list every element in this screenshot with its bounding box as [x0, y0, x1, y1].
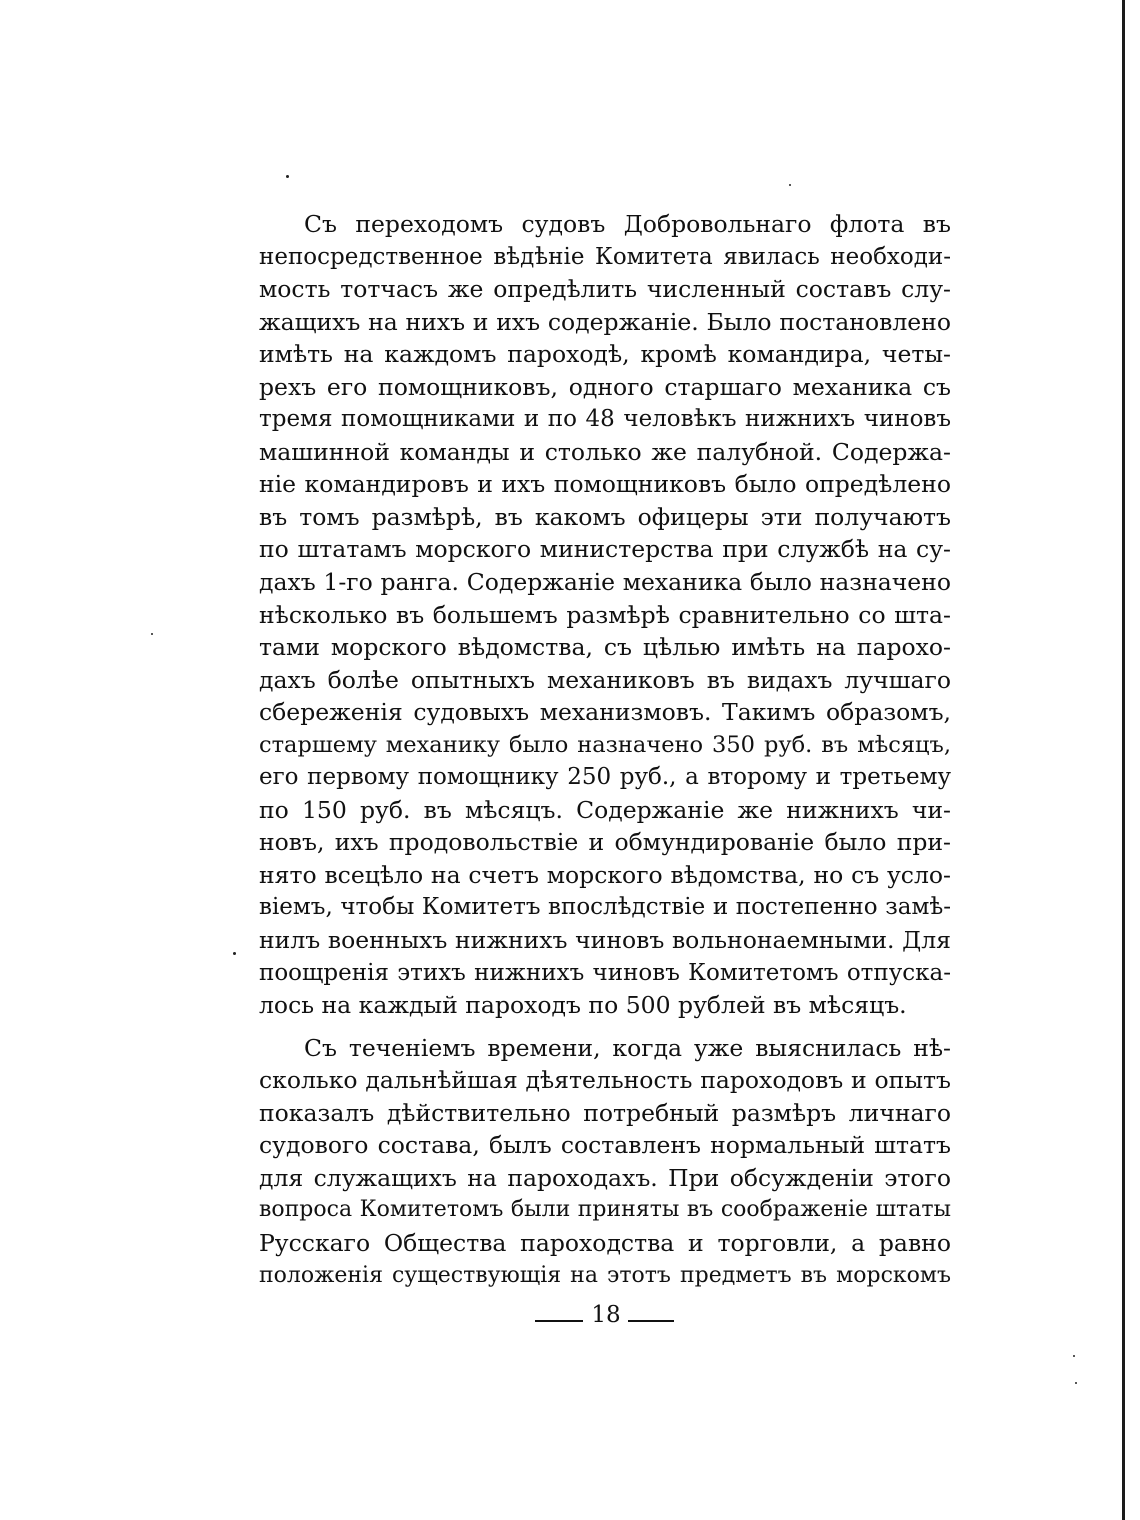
scan-speck [233, 952, 236, 955]
text-line: сбереженія судовыхъ механизмовъ. Такимъ образомъ, [259, 698, 951, 727]
text-line: его первому помощнику 250 руб., а второму и третьему [259, 764, 951, 791]
scan-speck [1073, 1355, 1075, 1357]
text-line: нилъ военныхъ нижнихъ чиновъ вольнонаемными. Для [259, 926, 951, 955]
text-line: судового состава, былъ составленъ нормальный штатъ [259, 1131, 951, 1160]
text-line: нѣсколько въ большемъ размѣрѣ сравнительно со шта- [259, 600, 951, 629]
text-line: старшему механику было назначено 350 руб. въ мѣсяцъ, [259, 731, 951, 758]
text-line: новъ, ихъ продовольствіе и обмундированіе было при- [259, 828, 951, 857]
page-number: 18 [591, 1302, 621, 1328]
page-number-rule [628, 1320, 674, 1322]
text-line: дахъ болѣе опытныхъ механиковъ въ видахъ лучшаго [259, 665, 951, 694]
text-line: нято всецѣло на счетъ морского вѣдомства, но съ усло- [259, 860, 951, 889]
text-line: машинной команды и столько же палубной. Содержа- [259, 437, 951, 466]
text-line: жащихъ на нихъ и ихъ содержаніе. Было постановлено [259, 307, 951, 336]
page-edge-shadow [1122, 0, 1125, 1520]
text-line: рехъ его помощниковъ, одного старшаго механика съ [259, 372, 951, 401]
text-line: віемъ, чтобы Комитетъ впослѣдствіе и постепенно замѣ- [259, 894, 951, 921]
text-line: Съ переходомъ судовъ Добровольнаго флота въ [304, 210, 951, 238]
page-number-rule [535, 1320, 583, 1322]
text-line: мость тотчасъ же опредѣлить численный составъ слу- [259, 275, 951, 304]
text-line: непосредственное вѣдѣніе Комитета явилась необходи- [259, 243, 951, 270]
scan-speck [151, 633, 153, 635]
text-line: вопроса Комитетомъ были приняты въ соображеніе штаты [259, 1197, 951, 1223]
scan-speck [789, 184, 791, 186]
text-line: лось на каждый пароходъ по 500 рублей въ мѣсяцъ. [259, 991, 907, 1020]
scan-speck [286, 175, 289, 178]
text-line: тами морского вѣдомства, съ цѣлью имѣть на парохо- [259, 633, 951, 662]
text-line: дахъ 1-го ранга. Содержаніе механика было назначено [259, 568, 951, 597]
body-text [259, 208, 951, 1292]
text-line: ніе командировъ и ихъ помощниковъ было опредѣлено [259, 470, 951, 499]
text-line: тремя помощниками и по 48 человѣкъ нижнихъ чиновъ [259, 406, 951, 433]
text-line: поощренія этихъ нижнихъ чиновъ Комитетомъ отпуска- [259, 959, 951, 986]
text-line: Съ теченіемъ времени, когда уже выяснилась нѣ- [304, 1033, 951, 1062]
text-line: положенія существующія на этотъ предметъ въ морскомъ [259, 1262, 951, 1288]
text-line: Русскаго Общества пароходства и торговли, а равно [259, 1228, 951, 1257]
text-line: показалъ дѣйствительно потребный размѣръ личнаго [259, 1098, 951, 1127]
text-line: по 150 руб. въ мѣсяцъ. Содержаніе же нижнихъ чи- [259, 795, 951, 824]
text-line: имѣть на каждомъ пароходѣ, кромѣ командира, четы- [259, 340, 951, 369]
page-number-footer [0, 1300, 1140, 1340]
text-line: въ томъ размѣрѣ, въ какомъ офицеры эти получаютъ [259, 502, 951, 531]
text-line: по штатамъ морского министерства при службѣ на су- [259, 535, 951, 564]
text-line: сколько дальнѣйшая дѣятельность пароходовъ и опытъ [259, 1066, 951, 1095]
text-line: для служащихъ на пароходахъ. При обсужденіи этого [259, 1163, 951, 1192]
scan-speck [1075, 1382, 1077, 1384]
